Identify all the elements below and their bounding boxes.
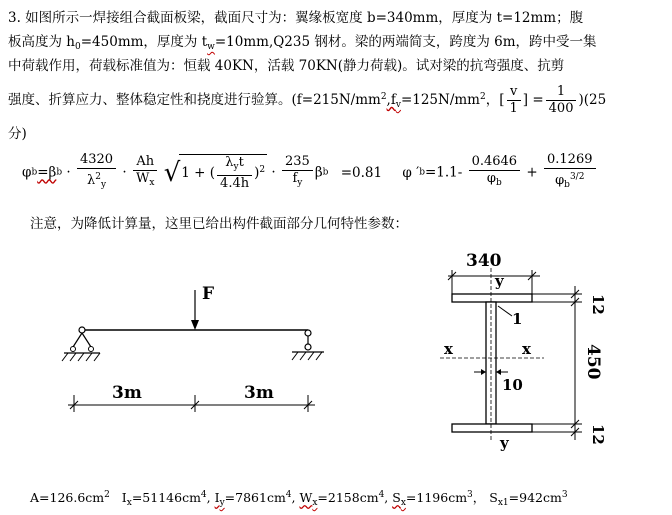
span-left-label: 3m [112, 383, 142, 403]
flange-width-label: 340 [466, 251, 502, 271]
web-thk-arrow-icon [496, 369, 501, 375]
problem-line-5: 分) [8, 126, 27, 142]
x-left-label: x [444, 340, 453, 358]
y-bottom-label: y [500, 434, 509, 452]
roller-support-icon [292, 330, 324, 360]
y-top-label: y [495, 272, 504, 290]
deflection-ratio-fraction: $\frac{v}{1}$ [507, 84, 521, 117]
beam-diagram [62, 284, 324, 412]
sqrt-body: 1 + ( $\frac{\lambda_yt}{4.4h}$ )$^2$ [181, 154, 266, 191]
web-thickness-label: 10 [502, 376, 523, 394]
problem-line-4: 强度、折算应力、整体稳定性和挠度进行验算。($f=215N/mm^2,f_v=125N/mm^2$，[ $\frac{v}{1}$ ] = $\frac{1}{400}$ )(25 [8, 84, 607, 116]
fraction-ah-wx: $\frac{Ah}{W_x}$ [133, 154, 157, 191]
problem-line-3: 中荷载作用，荷载标准值为：恒载 40KN，活载 70KN(静力荷载)。试对梁的抗弯强度、抗剪 [8, 58, 565, 74]
fraction-235-fy: $\frac{235}{f_y}$ [282, 154, 313, 191]
weld-label: 1 [512, 310, 523, 328]
weld-leader [498, 306, 512, 316]
problem-line-2: 板高度为 $h_0=450mm$，厚度为 $t_w=10mm,Q235$ 钢材。梁的两端简支，跨度为 6m，跨中受一集 [8, 34, 597, 52]
top-flange [452, 294, 532, 302]
span-right-label: 3m [244, 383, 274, 403]
problem-line-1: 3. 如图所示一焊接组合截面板梁，截面尺寸为：翼缘板宽度 b=340mm，厚度为 t=12mm；腹 [8, 10, 584, 26]
fraction-04646: $\frac{0.4646}{\varphi_b}$ [469, 154, 521, 191]
web-thk-arrow-icon [481, 369, 486, 375]
fraction-slenderness: $\frac{\lambda_yt}{4.4h}$ [217, 155, 252, 192]
bottom-flange [452, 424, 532, 432]
web-plate [486, 302, 496, 424]
stability-formula: φb=βb · $\frac{4320}{\lambda^2_y}$ · $\frac{Ah}{W_x}$ √1 + ( $\frac{\lambda_yt}{4.4h}$ )$^2$ · $\frac{235}{f_y}$ βb =0.81 φ ′b=1.1- $\frac{0.4646}{\varphi_b}$ + $\frac{0.1269}{\varphi_b^{3/2}}$ [22, 152, 598, 193]
bottom-flange-thk-label: 12 [589, 424, 607, 445]
sqrt-icon: √ [163, 157, 181, 188]
fraction-01269: $\frac{0.1269}{\varphi_b^{3/2}}$ [544, 152, 596, 193]
fraction-4320: $\frac{4320}{\lambda^2_y}$ [77, 152, 116, 193]
note-text: 注意，为降低计算量，这里已给出构件截面部分几何特性参数： [30, 216, 408, 232]
i-section-diagram [440, 251, 607, 452]
load-label: F [202, 284, 215, 304]
deflection-limit-fraction: $\frac{1}{400}$ [546, 84, 577, 117]
load-arrowhead-icon [191, 320, 199, 330]
top-flange-thk-label: 12 [589, 294, 607, 315]
x-right-label: x [522, 340, 531, 358]
web-height-label: 450 [583, 344, 603, 380]
pin-support-icon [62, 327, 100, 361]
section-properties: $A=126.6cm^2$ $I_x=51146cm^4$, $I_y=7861cm^4$, $W_x=2158cm^4$, $S_x=1196cm^3$， $S_{x1}=942cm^3$ [30, 490, 568, 508]
